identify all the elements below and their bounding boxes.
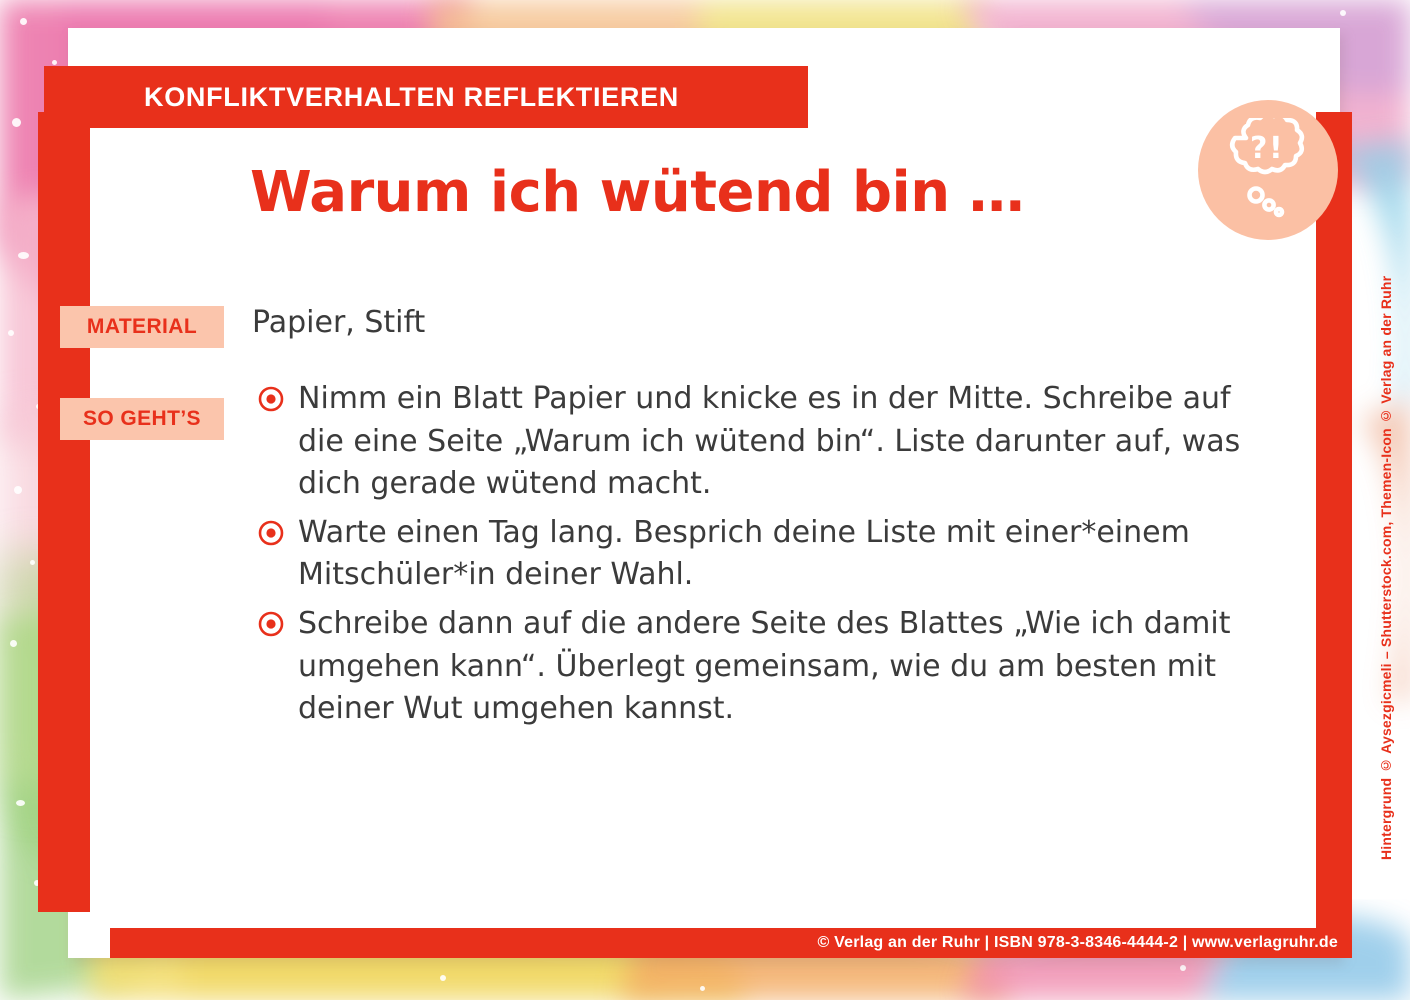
bullet-target-icon [258, 611, 284, 637]
theme-icon-circle [1198, 100, 1338, 240]
step-text: Schreibe dann auf die andere Seite des Blattes „Wie ich damit umgehen kann“. Überlegt gemeinsam, wie du am besten mit deiner Wut umgehen kannst. [298, 605, 1231, 727]
howto-step-list [258, 378, 1258, 737]
category-banner [44, 66, 808, 128]
svg-text:?: ? [1250, 131, 1268, 166]
material-text: Papier, Stift [252, 305, 426, 340]
thought-bubble-question-exclamation-icon [1216, 118, 1320, 222]
svg-text:!: ! [1269, 131, 1283, 166]
list-item [258, 603, 1258, 731]
step-text: Warte einen Tag lang. Besprich deine Liste mit einer*einem Mitschüler*in deiner Wahl. [298, 514, 1190, 593]
list-item [258, 378, 1258, 506]
footer-text: © Verlag an der Ruhr | ISBN 978-3-8346-4444-2 | www.verlagruhr.de [817, 934, 1338, 951]
footer [110, 928, 1352, 958]
howto-label: SO GEHT’S [60, 398, 224, 440]
bullet-target-icon [258, 520, 284, 546]
category-banner-label: KONFLIKTVERHALTEN REFLEKTIEREN [144, 81, 679, 112]
step-text: Nimm ein Blatt Papier und knicke es in der Mitte. Schreibe auf die eine Seite „Warum ich wütend bin“. Liste darunter auf, was dich gerade wütend macht. [298, 381, 1241, 502]
page-title: Warum ich wütend bin … [250, 160, 1025, 225]
bullet-target-icon [258, 386, 284, 412]
list-item [258, 512, 1258, 597]
image-credit: Hintergrund © Aysezgicmeli – Shutterstock.com, Themen-Icon © Verlag an der Ruhr [1378, 275, 1394, 860]
material-label: MATERIAL [60, 306, 224, 348]
left-accent-bar [38, 112, 90, 912]
right-accent-bar [1316, 112, 1352, 952]
